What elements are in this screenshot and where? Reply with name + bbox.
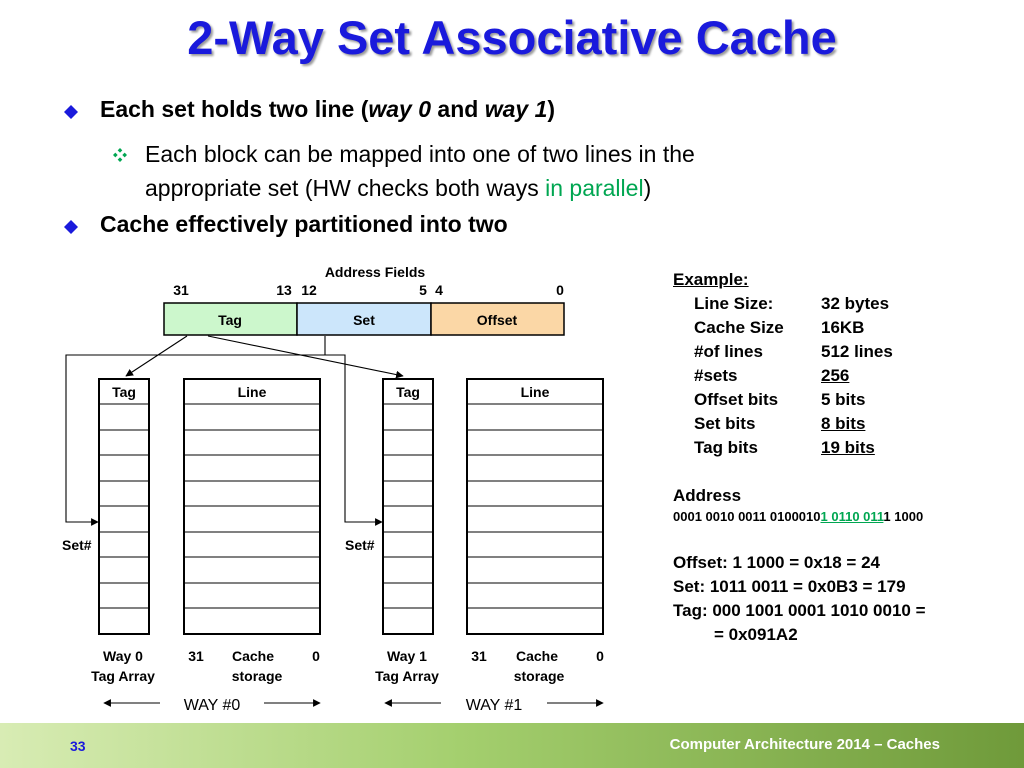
set-calc: Set: 1011 0011 = 0x0B3 = 179 [673,577,906,596]
tag-calc: Tag: 000 1001 0001 1010 0010 = [673,601,926,620]
example-row: Set bits 8 bits [694,414,866,433]
bit-13-label: 13 [276,282,292,298]
way1-line-header: Line [520,384,550,400]
footer-text: Computer Architecture 2014 – Caches [669,736,940,753]
bit-31-label: 31 [173,282,189,298]
calculation-block [673,551,926,647]
way0-tag-array [99,379,149,634]
way0-label: Way 0 [103,648,143,664]
example-row: #sets 256 [694,366,850,385]
way1-tag-header: Tag [396,384,420,400]
set-index-label-way1: Set# [345,537,375,553]
example-panel [673,268,893,460]
way0-cache-label: Cache [231,648,275,664]
example-heading: Example: [673,270,749,289]
way1-label: Way 1 [387,648,427,664]
address-heading: Address [673,486,742,505]
way1-bit0: 0 [596,648,604,664]
way1-storage-label: storage [513,668,565,684]
bit-4-label: 4 [435,282,443,298]
slide-title: 2-Way Set Associative Cache [187,11,837,64]
way1-bit31: 31 [471,648,487,664]
bit-5-label: 5 [419,282,427,298]
address-fields-title: Address Fields [324,264,426,280]
example-row: Cache Size 16KB [694,318,865,337]
sub-bullet-text: Each block can be mapped into one of two lines in the appropriate set (HW checks both ways in parallel) [145,141,695,201]
way1-cache-label: Cache [515,648,559,664]
way0-tag-array-label: Tag Array [91,668,155,684]
bit-0-label: 0 [556,282,564,298]
way0-line-header: Line [237,384,267,400]
way1-tag-array [383,379,433,634]
offset-calc: Offset: 1 1000 = 0x18 = 24 [673,553,880,572]
example-row: #of lines 512 lines [694,342,893,361]
tag-field-label: Tag [218,312,242,328]
way0-storage-label: storage [231,668,283,684]
bit-12-label: 12 [301,282,317,298]
way0-bit31: 31 [188,648,204,664]
way0-bit0: 0 [312,648,320,664]
page-number: 33 [70,738,86,754]
bullet-text: Cache effectively partitioned into two [100,211,508,237]
way0-caption: WAY #0 [183,697,241,714]
way1-tag-array-label: Tag Array [375,668,439,684]
set-field-label: Set [353,312,375,328]
set-index-label-way0: Set# [62,537,92,553]
offset-field-label: Offset [476,312,518,328]
way1-caption: WAY #1 [465,697,523,714]
address-bits: 0001 0010 0011 01000101 0110 0111 1000 [673,509,924,524]
way1-line-array [467,379,603,634]
way0-line-array [184,379,320,634]
example-row: Offset bits 5 bits [694,390,866,409]
footer-bar [0,723,1024,768]
way0-tag-header: Tag [112,384,136,400]
tag-hex-calc: = 0x091A2 [714,625,798,644]
bullet-text: Each set holds two line (way 0 and way 1) [100,96,556,122]
example-row: Tag bits 19 bits [694,438,875,457]
example-row: Line Size: 32 bytes [694,294,890,313]
